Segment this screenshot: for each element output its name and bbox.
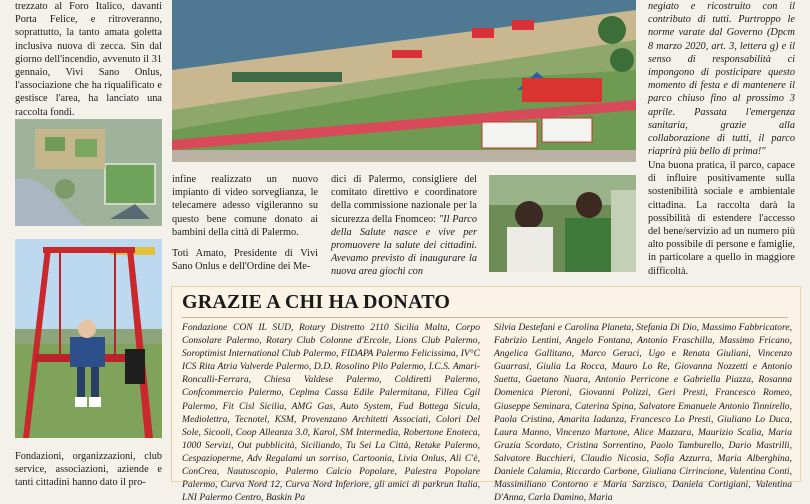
donors-list-left: Fondazione CON IL SUD, Rotary Distretto 2110 Sicilia Malta, Corpo Consolare Palermo, Rotary Club Colonne d'Ercole, Lions Club Palermo, Soroptimist International Club Palermo, FIDAPA Palermo Felicissima, IV°C ICS Rita Atria Valverde Palermo, D.D. Rosolino Pilo Palermo, I.C.S. Amari-Roncalli-Ferrara, Chiesa Valdese Palermo, Coldiretti Palermo, Confcommercio Palermo, Ceplma Cassa Edile Palermitana, Fillea Cgil Palermo, Fit Cisl Sicilia, AMG Gas, Auto System, Fud Bottega Sicula, Mediolettra, Tecnotel, KSM, Provenzano Architetti Associati, Colori Del Sole, Sicooli, Coop Alleanza 3.0, Karol, SM Intermedia, Robertone Enoteca, 1000 Servizi, Out pubblicità, Siciliando, Tu Sei La Città, Retake Palermo, Cespazioperme, Adv Regalami un sorriso, Cartoonia, Livia Onlus, Ali C'è, ConCrea, Nautoscopio, Palermo Calcio Popolare, Palestra Popolare Palermo, Curva Nord 12, Curva Nord Inferiore, gli amici di parkrun Italia, LNI Palermo Centro, Baskin Pa	[182, 322, 480, 504]
quote-text: "Il Parco della Salute nasce e vive per promuovere la salute dei cittadini. Avevamo previsto di inaugurare la nuova area giochi con	[331, 213, 477, 278]
donors-divider	[182, 317, 788, 318]
children-playing-photo	[489, 175, 636, 272]
park-aerial-ambulances-photo	[172, 0, 636, 162]
article-paragraph-left-bottom: Fondazioni, organizzazioni, club service, associazioni, aziende e tanti cittadini hanno dato il pro-	[15, 451, 162, 489]
article-paragraph-right-mid: Una buona pratica, il parco, capace di influire positivamente sulla sostenibilità sociale e ambientale cittadina. La raccolta darà la possibilità di estendere l'accesso del bene/servizio ad un numero più alto possibile di persone e famiglie, in particolare a quello in maggiore difficoltà.	[648, 160, 795, 277]
article-paragraph-mid-1b: Toti Amato, Presidente di Vivi Sano Onlus e dell'Ordine dei Me-	[172, 248, 318, 273]
article-paragraph-right-top: negiato e ricostruito con il contributo di tutti. Purtroppo le norme varate dal Governo (Dpcm 8 marzo 2020, art. 3, lettera g) e il senso di responsabilità ci impongono di posticipare questo momento di festa e di mantenere il parco chiuso fino al prossimo 3 aprile. Passata l'emergenza sanitaria, grazie alla collaborazione di tutti, il parco riaprirà più bello di prima!"	[648, 1, 795, 158]
article-paragraph-left-top: trezzato al Foro Italico, davanti Porta Felice, e ritroveranno, soprattutto, la tanto amata goletta inclusiva nuova di zecca. Sin dal giorno dell'incendio, avvenuto il 31 gennaio, Vivi Sano Onlus, l'associazione che ha riqualificato e gestisce l'area, ha lanciato una raccolta fondi.	[15, 1, 162, 118]
aerial-park-photo	[15, 119, 162, 226]
donors-list-right: Silvia Destefani e Carolina Planeta, Stefania Di Dio, Massimo Fabbricatore, Fabrizio Lentini, Angelo Fontana, Antonio Fraschilla, Massimo Fricano, Angelica Gallitano, Marco Geraci, Ugo e Renata Giuliani, Vincenzo Guarrasi, Giulia La Rocca, Mauro Lo Re, Giovanna Nozzetti e Antonio Suetta, Gaetano Nuara, Antonio Perricone e Gabriella Piazza, Rosanna Domenica Pieroni, Giovanni Polizzi, Geri Presti, Francesco Romeo, Giuseppe Seminara, Caterina Spina, Salvatore Emanuele Antonio Tinnirello, Paola Cristina, Amarita Iadanza, Francesco Lo Presti, Giuliano Lo Duca, Laura Manno, Vincenzo Martone, Alice Mazzara, Maurizio Scalia, Maria Grazia Scordato, Cristina Sorrentino, Paolo Tamburello, Dario Mastrilli, Salvatore Bucchieri, Claudio Nicosia, Sofia Azzurra, Maria Alberghina, Daniele Calamia, Riccardo Carbone, Giuliana Cirrincione, Valentina Conti, Massimiliano Contorno e Maria Sarzisco, Daniela Cortigiani, Valentina D'Anna, Carla Damino, Maria	[494, 322, 792, 504]
article-paragraph-mid-1a: infine realizzato un nuovo impianto di video sorveglianza, le telecamere adesso vigileranno su questo bene comune donato ai bambini della città di Palermo.	[172, 174, 318, 238]
article-paragraph-mid-2	[331, 173, 477, 279]
quote-intro: dici di Palermo, consigliere del comitato direttivo e coordinatore della commissione nazionale per la sicurezza della Fnomceo:	[331, 174, 477, 225]
donors-title: GRAZIE A CHI HA DONATO	[182, 291, 451, 313]
child-swing-photo	[15, 239, 162, 438]
donors-box	[171, 286, 801, 504]
